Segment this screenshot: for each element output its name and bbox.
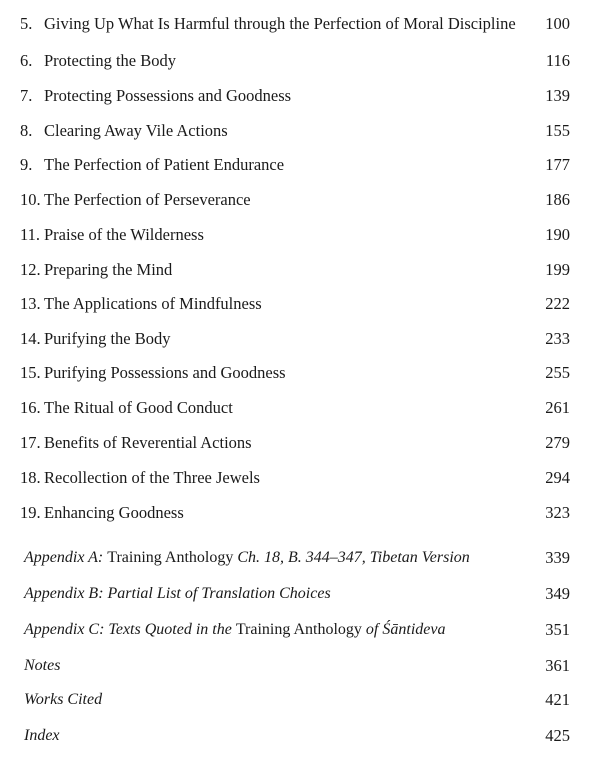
chapter-number: 8. bbox=[20, 121, 33, 140]
page-number: 361 bbox=[545, 656, 570, 675]
page-number: 186 bbox=[545, 190, 570, 209]
chapter-title: Protecting the Body bbox=[44, 51, 176, 70]
toc-entry-title bbox=[20, 47, 176, 75]
chapter-title: Clearing Away Vile Actions bbox=[44, 121, 228, 140]
appendix-description: Ch. 18, B. 344–347, Tibetan Version bbox=[233, 549, 470, 566]
appendix-label: Appendix B: Partial List of Translation Choices bbox=[24, 585, 331, 602]
toc-entry-title bbox=[20, 117, 228, 145]
toc-entry-title bbox=[20, 221, 204, 249]
chapter-title: Protecting Possessions and Goodness bbox=[44, 86, 292, 105]
page-number: 279 bbox=[545, 433, 570, 452]
page-number: 351 bbox=[545, 620, 570, 639]
toc-entry-chapter-6 bbox=[0, 47, 600, 75]
toc-entry-chapter-11 bbox=[0, 221, 600, 249]
toc-entry-title bbox=[20, 394, 233, 422]
toc-entry-chapter-14 bbox=[0, 325, 600, 353]
chapter-title: The Perfection of Perseverance bbox=[44, 190, 251, 209]
page-number: 233 bbox=[545, 329, 570, 348]
toc-entry-title bbox=[20, 82, 291, 110]
page-number: 199 bbox=[545, 260, 570, 279]
toc-entry-works-cited bbox=[0, 686, 600, 714]
page-number: 425 bbox=[545, 726, 570, 745]
toc-entry-title bbox=[20, 464, 260, 492]
chapter-number: 12. bbox=[20, 260, 41, 279]
toc-entry-title bbox=[20, 359, 286, 387]
toc-entry-appendix-b bbox=[0, 580, 600, 608]
book-title: Training Anthology bbox=[235, 621, 362, 638]
page-number: 255 bbox=[545, 363, 570, 382]
toc-entry-chapter-10 bbox=[0, 186, 600, 214]
chapter-number: 10. bbox=[20, 190, 41, 209]
chapter-title: Enhancing Goodness bbox=[44, 503, 184, 522]
chapter-number: 5. bbox=[20, 14, 33, 33]
chapter-title: Benefits of Reverential Actions bbox=[44, 433, 252, 452]
chapter-title: The Applications of Mindfulness bbox=[44, 294, 262, 313]
appendix-description: of Śāntideva bbox=[361, 621, 446, 638]
toc-entry-chapter-5 bbox=[0, 10, 600, 38]
toc-entry-title bbox=[20, 325, 171, 353]
toc-entry-chapter-8 bbox=[0, 117, 600, 145]
toc-entry-title bbox=[20, 151, 284, 179]
page-number: 349 bbox=[545, 584, 570, 603]
chapter-number: 19. bbox=[20, 503, 41, 522]
chapter-number: 7. bbox=[20, 86, 33, 105]
chapter-number: 16. bbox=[20, 398, 41, 417]
book-title: Training Anthology bbox=[107, 549, 234, 566]
toc-entry-title bbox=[20, 256, 172, 284]
chapter-title: The Ritual of Good Conduct bbox=[44, 398, 233, 417]
page-number: 323 bbox=[545, 503, 570, 522]
toc-entry-title bbox=[24, 580, 331, 608]
section-label: Works Cited bbox=[24, 691, 103, 708]
section-label: Notes bbox=[24, 657, 61, 674]
chapter-number: 13. bbox=[20, 294, 41, 313]
page-number: 339 bbox=[545, 548, 570, 567]
page-number: 190 bbox=[545, 225, 570, 244]
chapter-title: Purifying Possessions and Goodness bbox=[44, 363, 286, 382]
toc-entry-title bbox=[24, 616, 445, 644]
page-number: 294 bbox=[545, 468, 570, 487]
toc-entry-appendix-c bbox=[0, 616, 600, 644]
toc-entry-index bbox=[0, 722, 600, 750]
chapter-number: 14. bbox=[20, 329, 41, 348]
toc-entry-title bbox=[20, 186, 251, 214]
toc-entry-title bbox=[20, 290, 262, 318]
toc-entry-chapter-13 bbox=[0, 290, 600, 318]
chapter-number: 11. bbox=[20, 225, 41, 244]
chapter-title: Purifying the Body bbox=[44, 329, 171, 348]
page-number: 155 bbox=[545, 121, 570, 140]
toc-entry-title bbox=[24, 652, 60, 680]
toc-entry-chapter-9 bbox=[0, 151, 600, 179]
toc-entry-title bbox=[20, 499, 184, 527]
page-number: 116 bbox=[545, 51, 570, 70]
page-number: 222 bbox=[545, 294, 570, 313]
chapter-number: 9. bbox=[20, 155, 33, 174]
appendix-label: Appendix A: bbox=[24, 549, 108, 566]
chapter-title: Preparing the Mind bbox=[44, 260, 173, 279]
toc-entry-title bbox=[20, 10, 516, 38]
toc-entry-chapter-17 bbox=[0, 429, 600, 457]
page-number: 261 bbox=[545, 398, 570, 417]
toc-entry-chapter-16 bbox=[0, 394, 600, 422]
chapter-number: 15. bbox=[20, 363, 41, 382]
page-number: 177 bbox=[545, 155, 570, 174]
section-label: Index bbox=[24, 727, 60, 744]
chapter-title: The Perfection of Patient Endurance bbox=[44, 155, 285, 174]
chapter-title: Praise of the Wilderness bbox=[44, 225, 204, 244]
chapter-title: Giving Up What Is Harmful through the Perfection of Moral Discipline bbox=[44, 14, 516, 33]
page-number: 100 bbox=[545, 14, 570, 33]
toc-entry-chapter-18 bbox=[0, 464, 600, 492]
page-number: 139 bbox=[545, 86, 570, 105]
chapter-number: 6. bbox=[20, 51, 33, 70]
toc-entry-title bbox=[24, 544, 470, 572]
chapter-number: 17. bbox=[20, 433, 41, 452]
toc-entry-chapter-15 bbox=[0, 359, 600, 387]
toc-entry-chapter-19 bbox=[0, 499, 600, 527]
toc-entry-title bbox=[20, 429, 252, 457]
toc-entry-title bbox=[24, 686, 102, 714]
toc-entry-appendix-a bbox=[0, 544, 600, 572]
appendix-label: Appendix C: Texts Quoted in the bbox=[24, 621, 236, 638]
chapter-number: 18. bbox=[20, 468, 41, 487]
chapter-title: Recollection of the Three Jewels bbox=[44, 468, 260, 487]
toc-entry-title bbox=[24, 722, 60, 750]
toc-entry-chapter-12 bbox=[0, 256, 600, 284]
toc-entry-notes bbox=[0, 652, 600, 680]
page-number: 421 bbox=[545, 690, 570, 709]
toc-entry-chapter-7 bbox=[0, 82, 600, 110]
